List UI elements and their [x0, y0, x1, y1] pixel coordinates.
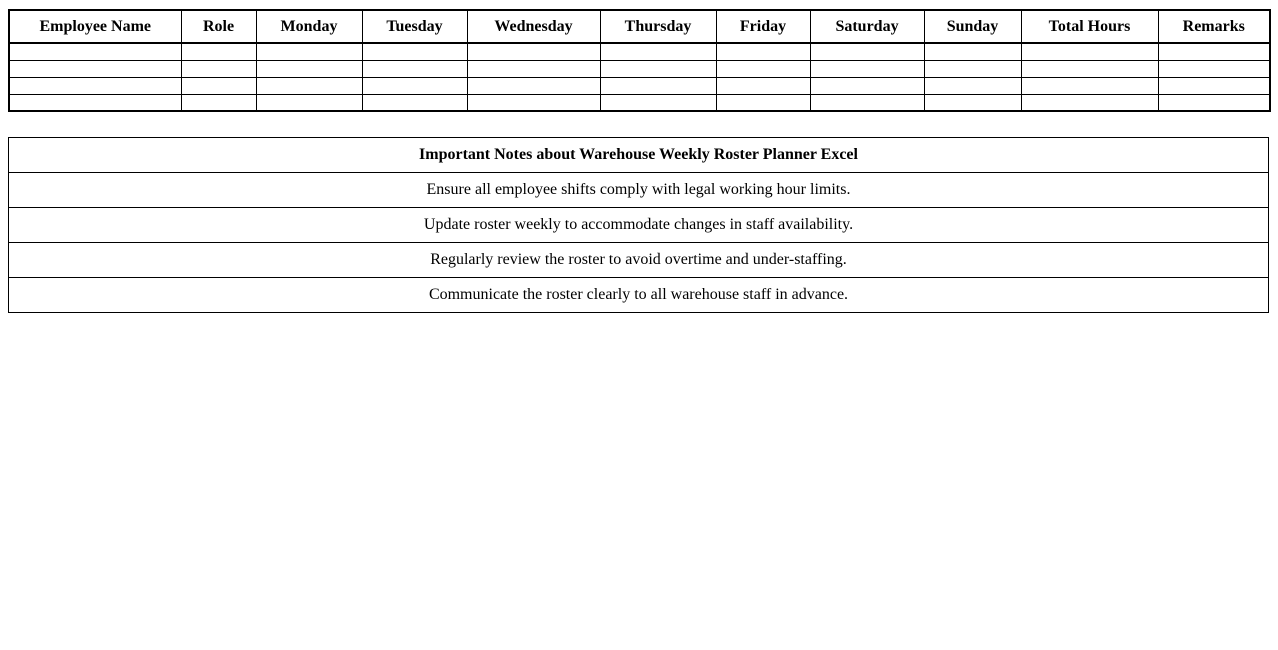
table-row — [9, 208, 1269, 243]
roster-cell — [362, 43, 467, 60]
roster-body — [9, 43, 1270, 111]
roster-cell — [810, 77, 924, 94]
roster-cell — [181, 60, 256, 77]
roster-cell — [1158, 60, 1270, 77]
roster-cell — [362, 94, 467, 111]
table-row — [9, 77, 1270, 94]
roster-cell — [362, 60, 467, 77]
roster-cell — [1158, 43, 1270, 60]
roster-cell — [924, 43, 1021, 60]
roster-cell — [256, 43, 362, 60]
roster-cell — [9, 77, 181, 94]
roster-cell — [924, 94, 1021, 111]
column-header-tuesday: Tuesday — [362, 10, 467, 43]
notes-title-row — [9, 138, 1269, 173]
roster-cell — [1021, 94, 1158, 111]
note-item: Regularly review the roster to avoid overtime and under-staffing. — [9, 243, 1269, 278]
roster-cell — [256, 94, 362, 111]
table-row — [9, 278, 1269, 313]
column-header-total-hours: Total Hours — [1021, 10, 1158, 43]
note-item: Update roster weekly to accommodate changes in staff availability. — [9, 208, 1269, 243]
column-header-remarks: Remarks — [1158, 10, 1270, 43]
roster-cell — [600, 94, 716, 111]
roster-cell — [924, 60, 1021, 77]
column-header-monday: Monday — [256, 10, 362, 43]
table-row — [9, 60, 1270, 77]
roster-cell — [467, 77, 600, 94]
roster-cell — [9, 60, 181, 77]
note-item: Communicate the roster clearly to all warehouse staff in advance. — [9, 278, 1269, 313]
roster-cell — [467, 60, 600, 77]
roster-cell — [181, 43, 256, 60]
roster-cell — [467, 94, 600, 111]
roster-cell — [1021, 43, 1158, 60]
table-row — [9, 243, 1269, 278]
roster-cell — [181, 94, 256, 111]
column-header-friday: Friday — [716, 10, 810, 43]
roster-cell — [1158, 94, 1270, 111]
roster-cell — [810, 94, 924, 111]
roster-cell — [362, 77, 467, 94]
column-header-saturday: Saturday — [810, 10, 924, 43]
roster-cell — [256, 77, 362, 94]
column-header-sunday: Sunday — [924, 10, 1021, 43]
roster-cell — [1158, 77, 1270, 94]
roster-cell — [600, 60, 716, 77]
roster-cell — [716, 94, 810, 111]
roster-cell — [1021, 60, 1158, 77]
roster-cell — [600, 43, 716, 60]
column-header-wednesday: Wednesday — [467, 10, 600, 43]
roster-cell — [716, 43, 810, 60]
column-header-thursday: Thursday — [600, 10, 716, 43]
table-row — [9, 173, 1269, 208]
roster-header-row — [9, 10, 1270, 43]
roster-cell — [9, 94, 181, 111]
roster-cell — [467, 43, 600, 60]
column-header-employee-name: Employee Name — [9, 10, 181, 43]
roster-cell — [9, 43, 181, 60]
notes-table — [8, 137, 1269, 313]
note-item: Ensure all employee shifts comply with legal working hour limits. — [9, 173, 1269, 208]
roster-table — [8, 9, 1271, 112]
table-row — [9, 43, 1270, 60]
roster-cell — [810, 60, 924, 77]
roster-cell — [181, 77, 256, 94]
roster-cell — [810, 43, 924, 60]
roster-cell — [1021, 77, 1158, 94]
roster-cell — [600, 77, 716, 94]
table-row — [9, 94, 1270, 111]
roster-cell — [716, 77, 810, 94]
roster-cell — [256, 60, 362, 77]
column-header-role: Role — [181, 10, 256, 43]
roster-cell — [716, 60, 810, 77]
roster-cell — [924, 77, 1021, 94]
notes-title: Important Notes about Warehouse Weekly Roster Planner Excel — [9, 138, 1269, 173]
